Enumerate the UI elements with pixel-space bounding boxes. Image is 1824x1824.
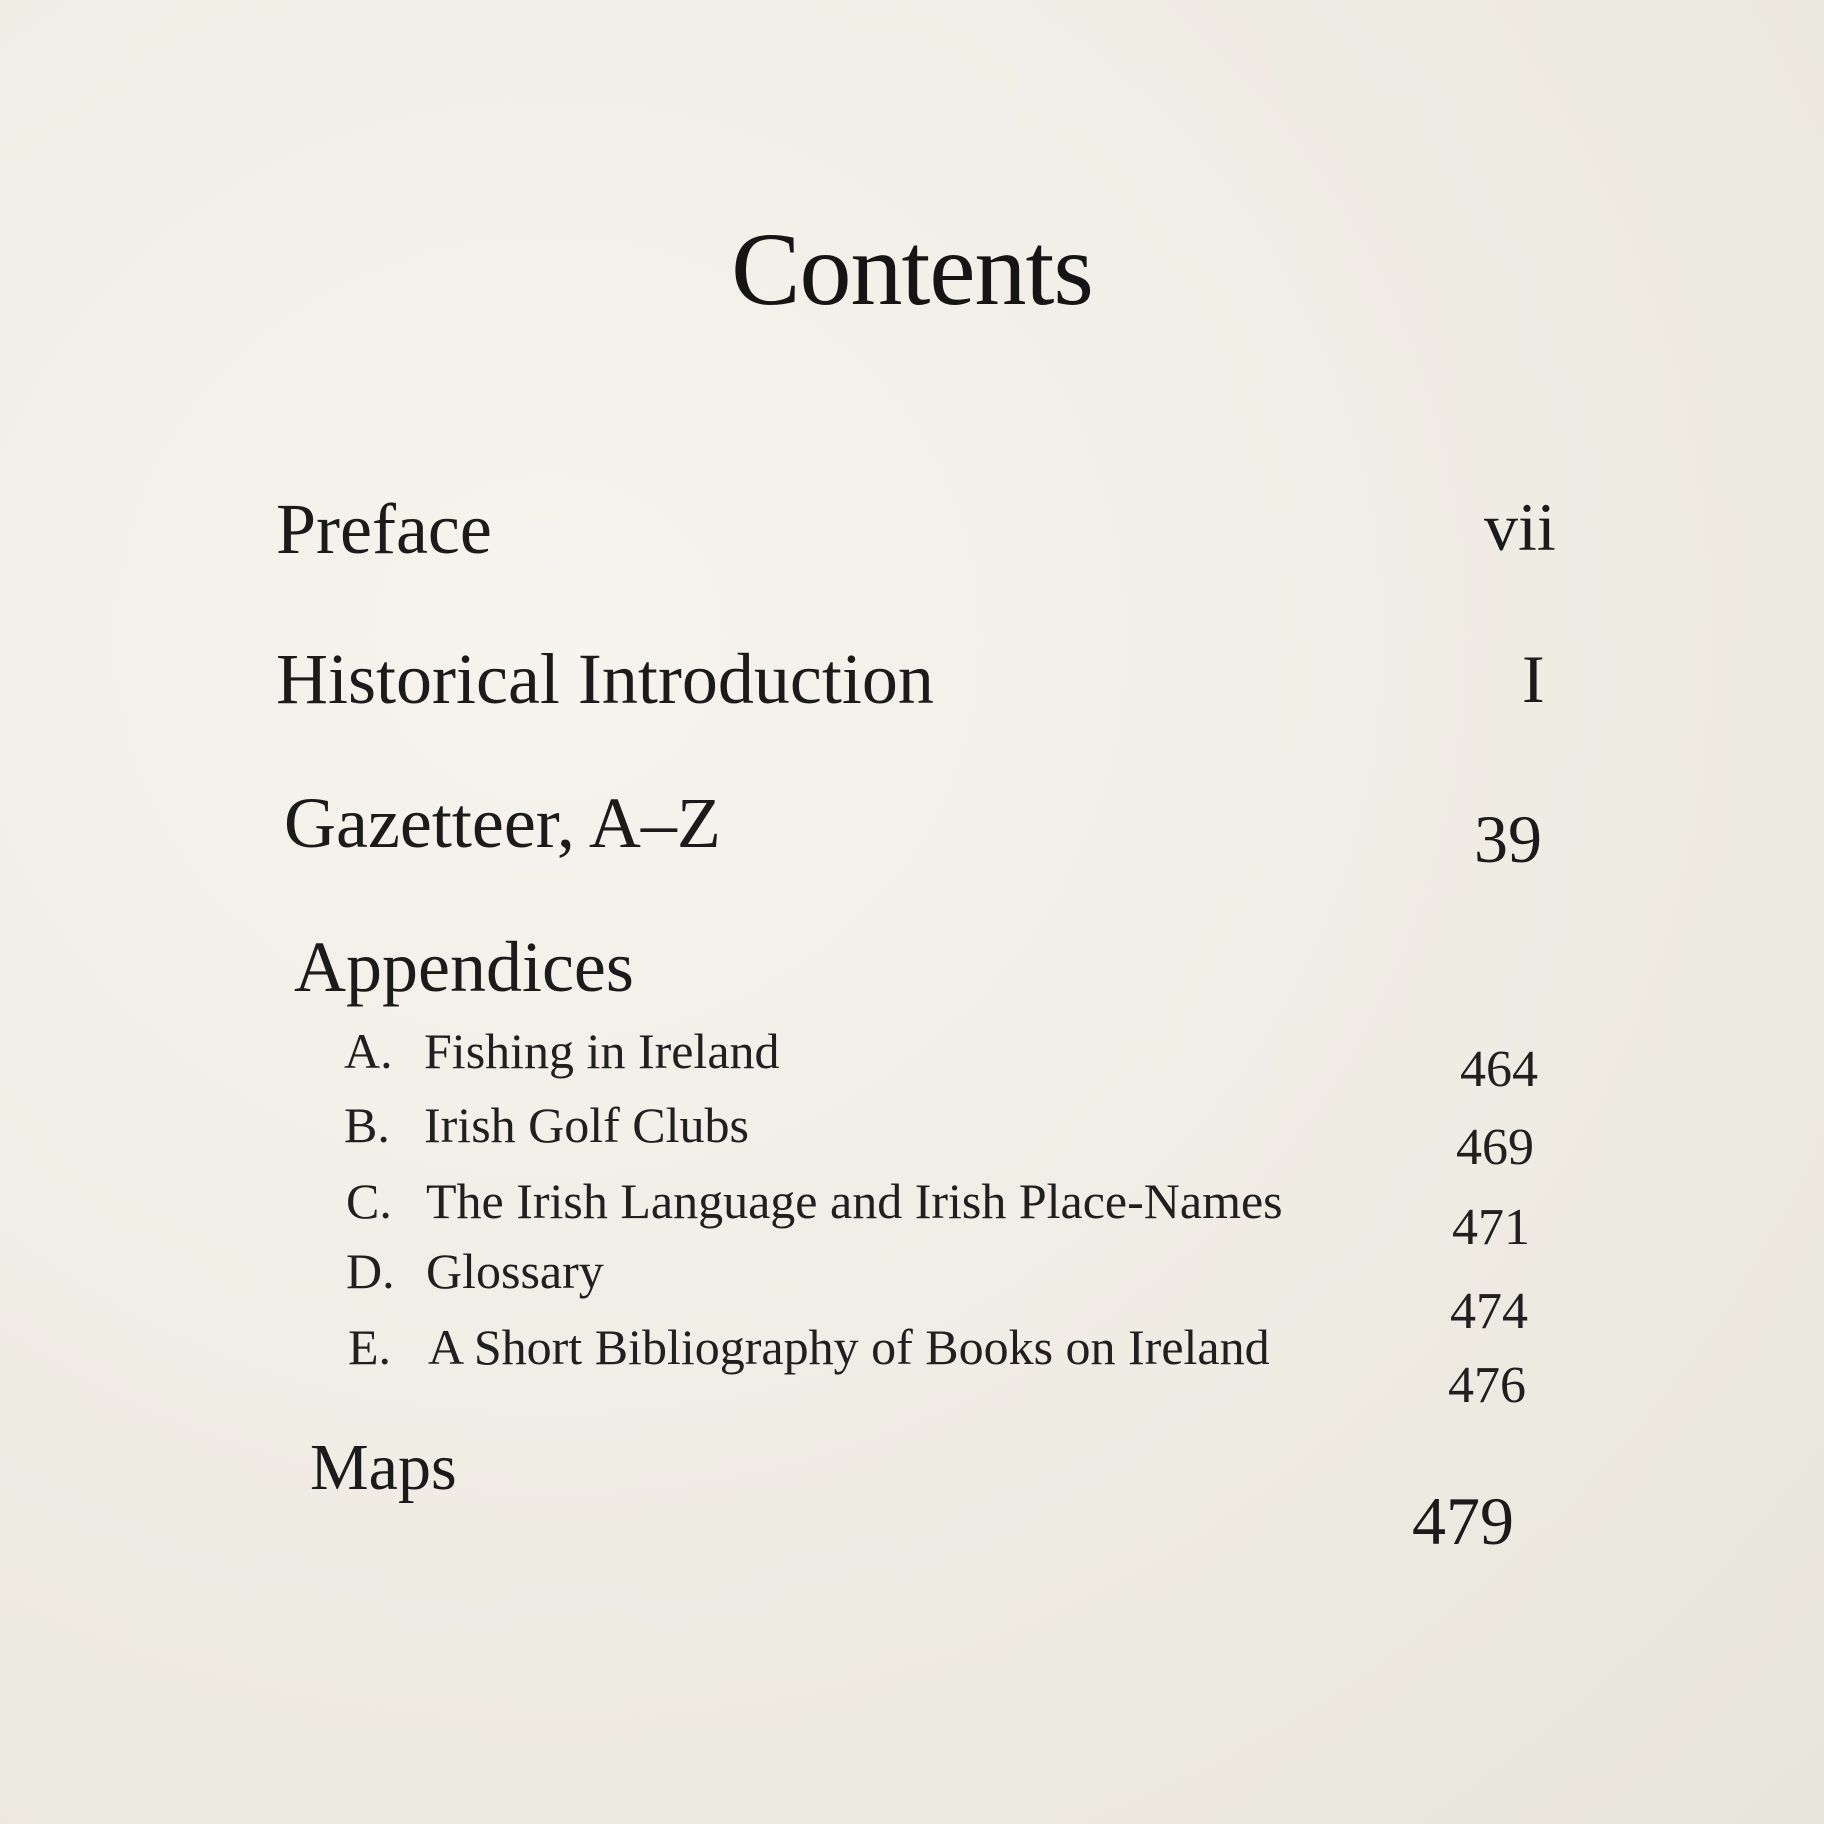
appendix-letter: C. — [346, 1173, 392, 1229]
appendix-label: Irish Golf Clubs — [424, 1097, 749, 1153]
appendix-item — [348, 1318, 1270, 1376]
toc-page-gazetteer: 39 — [1474, 801, 1542, 877]
appendix-letter: B. — [344, 1097, 390, 1153]
toc-entry-maps: Maps — [310, 1431, 457, 1504]
appendix-page: 474 — [1450, 1283, 1528, 1340]
appendix-page: 476 — [1448, 1357, 1526, 1414]
show-through-text — [1330, 440, 1824, 1824]
toc-entry-gazetteer: Gazetteer, A–Z — [284, 783, 721, 863]
appendix-page: 471 — [1452, 1199, 1530, 1256]
appendix-letter: D. — [346, 1243, 395, 1299]
appendix-letter: E. — [348, 1319, 392, 1375]
appendix-label: Fishing in Ireland — [424, 1023, 780, 1079]
toc-entry-preface: Preface — [276, 489, 492, 569]
appendix-page: 469 — [1456, 1119, 1534, 1176]
toc-page-historical-introduction: I — [1522, 641, 1545, 717]
toc-entry-appendices: Appendices — [294, 927, 634, 1007]
appendix-page: 464 — [1460, 1041, 1538, 1098]
appendix-label: A Short Bibliography of Books on Ireland — [428, 1319, 1270, 1375]
appendix-item — [346, 1242, 604, 1300]
appendix-item — [344, 1096, 749, 1154]
page-title: Contents — [731, 212, 1093, 327]
appendix-label: Glossary — [426, 1243, 604, 1299]
appendix-letter: A. — [344, 1023, 393, 1079]
toc-entry-historical-introduction: Historical Introduction — [276, 639, 934, 719]
appendix-item — [344, 1022, 780, 1080]
toc-page-preface: vii — [1484, 489, 1556, 565]
appendix-label: The Irish Language and Irish Place-Names — [426, 1173, 1283, 1229]
appendix-item — [346, 1172, 1283, 1230]
toc-page-maps: 479 — [1412, 1483, 1514, 1559]
